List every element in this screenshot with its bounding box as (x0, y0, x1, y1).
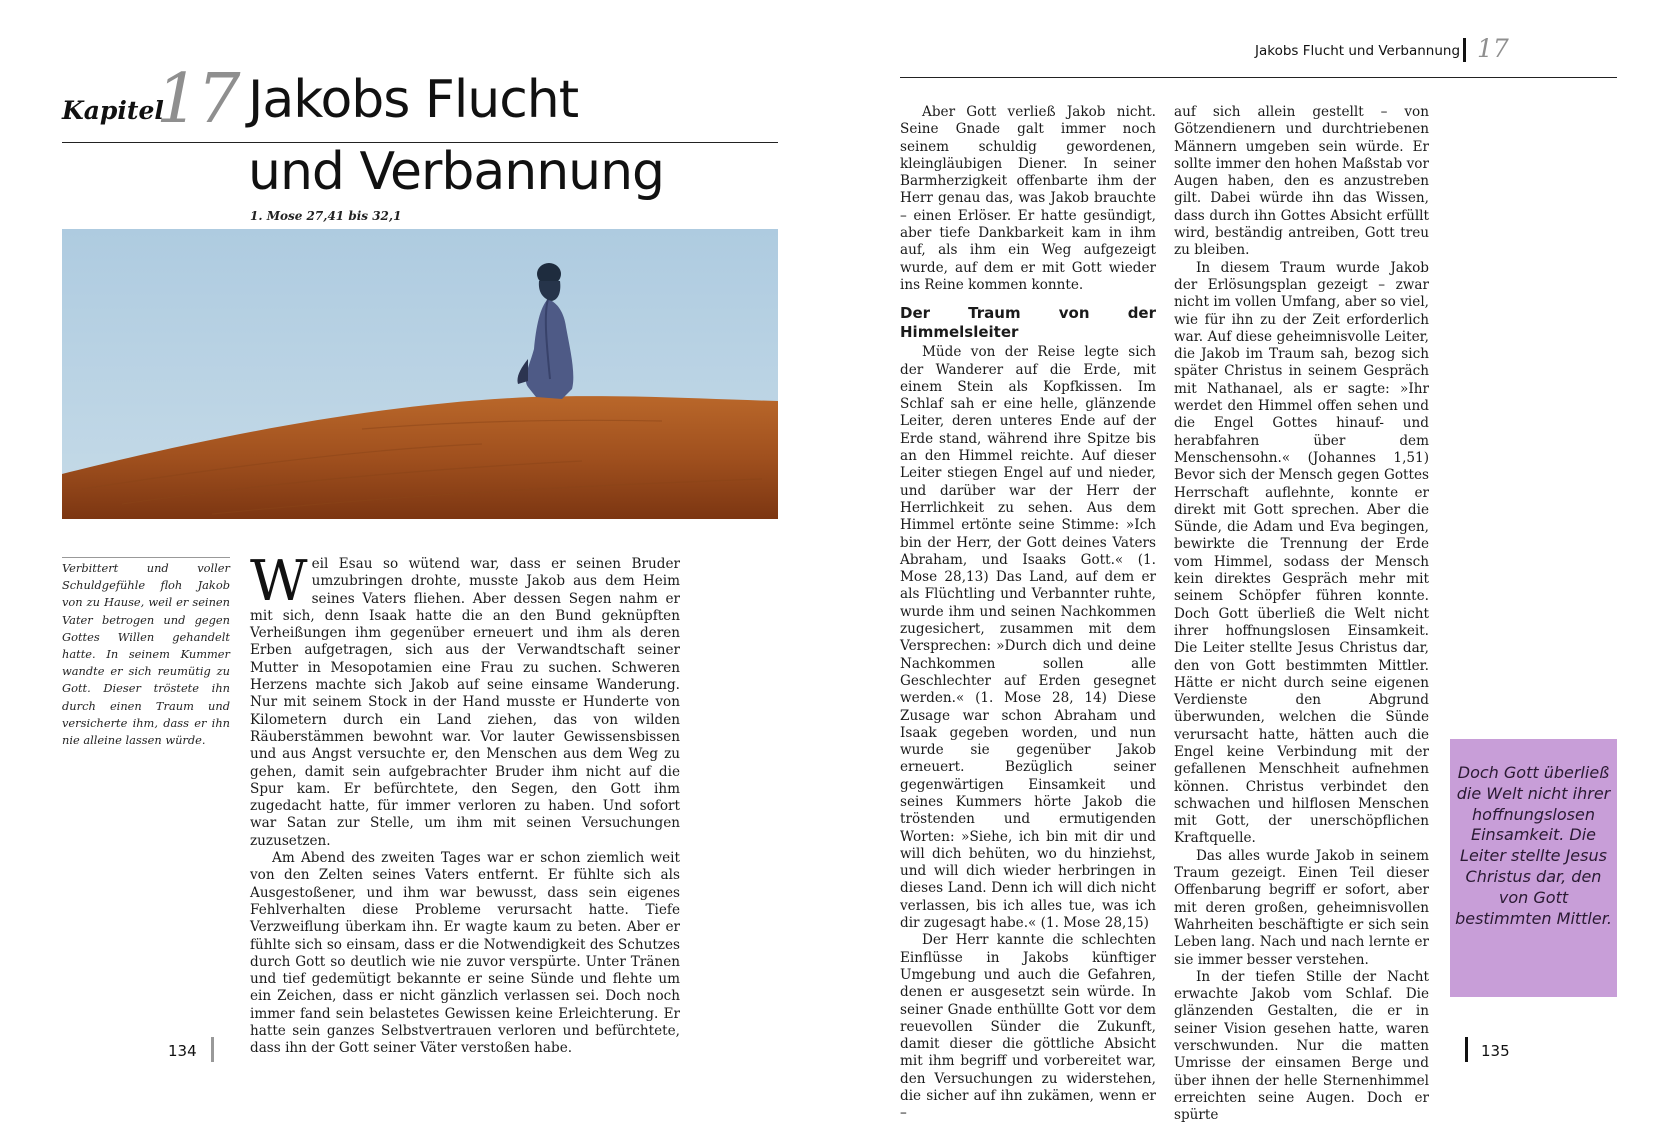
header-rule (900, 77, 1617, 78)
page-number-right: 135 (1481, 1042, 1510, 1060)
caption-rule (62, 557, 230, 558)
page-number-left: 134 (168, 1042, 197, 1060)
paragraph: Der Herr kannte die schlechten Einflüsse in Jakobs künftiger Umgebung und auch die Gefahren, denen er ausgesetzt sein würde. In seiner Gnade enthüllte Gott vor dem reuevollen Sünder die Zukunft, damit dieser die göttliche Absicht mit ihm begriff und vorbereitet war, den Versuchungen zu widerstehen, die sicher auf ihn zukämen, wenn er – (900, 932, 1156, 1122)
paragraph: In der tiefen Stille der Nacht erwachte Jakob vom Schlaf. Die glänzenden Gestalten, die er in seiner Vision gesehen hatte, waren verschwunden. Nur die matten Umrisse der einsamen Berge und über ihnen der helle Sternenhimmel erreichten seine Augen. Doch er spürte (1174, 968, 1429, 1124)
desert-dune-photo (62, 229, 778, 519)
page-number-bar-left (211, 1037, 214, 1062)
drop-cap: W (250, 549, 308, 614)
paragraph: auf sich allein gestellt – von Götzendienern und durchtriebenen Männern umgeben sein würde. Er sollte immer den hohen Maßstab vor Augen haben, den es anzustreben gilt. Dabei würde ihn das Wissen, dass durch ihn Gottes Absicht erfüllt wird, beständig antreiben, Gott treu zu bleiben. (1174, 104, 1429, 259)
paragraph: Müde von der Reise legte sich der Wanderer auf die Erde, mit einem Stein als Kopfkissen. Im Schlaf sah er eine helle, glänzende Leiter, deren unteres Ende auf der Erde stand, während ihre Spitze bis an den Himmel reichte. Auf dieser Leiter stiegen Engel auf und nieder, und darüber war der Herr der Herrlichkeit zu sehen. Aus dem Himmel ertönte seine Stimme: »Ich bin der Herr, der Gott deines Vaters Abraham, und Isaaks Gott.« (1. Mose 28,13) Das Land, auf dem er als Flüchtling und Verbannter ruhte, wurde ihm und seinen Nachkommen zugesichert, zusammen mit dem Versprechen: »Durch dich und deine Nachkommen sollen alle Geschlechter auf Erden gesegnet werden.« (1. Mose 28, 14) Diese Zusage war schon Abraham und Isaak gegeben worden, und nun wurde sie gegenüber Jakob erneuert. Bezüglich seiner gegenwärtigen Einsamkeit und seines Kummers hörte Jakob die tröstenden und ermutigenden Worten: »Siehe, ich bin mit dir und will dich behüten, wo du hinziehst, und will dich wieder herbringen in dieses Land. Denn ich will dich nicht verlassen, bis ich alles tue, was ich dir zugesagt habe.« (1. Mose 28,15) (900, 344, 1156, 932)
chapter-title-line2: und Verbannung (248, 142, 665, 202)
running-header-bar (1463, 38, 1466, 62)
running-header: Jakobs Flucht und Verbannung (1255, 43, 1461, 59)
paragraph-2: Am Abend des zweiten Tages war er schon ziemlich weit von den Zelten seines Vaters entfernt. Er fühlte sich als Ausgestoßener, und ihm war bewusst, dass sein eigenes Fehlverhalten diese Probleme verursacht hatte. Tiefe Verzweiflung überkam ihn. Er wagte kaum zu beten. Aber er fühlte sich so einsam, dass er die Notwendigkeit des Schutzes durch Gott so deutlich wie nie zuvor verspürte. Unter Tränen und tief gedemütigt bekannte er seine Sünde und flehte um ein Zeichen, dass er nicht gänzlich verlassen sei. Doch noch immer fand sein belastetes Gewissen keine Erleichterung. Er hatte sein ganzes Selbstvertrauen verloren und befürchtete, dass ihn der Gott seiner Väter verstoßen habe. (250, 850, 680, 1057)
left-body-column (250, 549, 680, 1058)
pull-quote-text: Doch Gott überließ die Welt nicht ihrer hoffnungslosen Einsamkeit. Die Leiter stellte Jesus Christus dar, den von Gott bestimmten Mittler. (1455, 763, 1612, 928)
paragraph: Aber Gott verließ Jakob nicht. Seine Gnade galt immer noch seinem schuldig gewordenen, kleingläubigen Diener. In seiner Barmherzigkeit offenbarte ihm der Herr genau das, was Jakob brauchte – einen Erlöser. Er hatte gesündigt, aber tiefe Dankbarkeit kam in ihm auf, als ihm ein Weg aufgezeigt wurde, auf dem er mit Gott wieder ins Reine kommen konnte. (900, 104, 1156, 293)
page-number-bar-right (1465, 1037, 1468, 1062)
paragraph: Das alles wurde Jakob in seinem Traum gezeigt. Einen Teil dieser Offenbarung begriff er sofort, aber mit deren großen, geheimnisvollen Wahrheiten beschäftigte er sich sein Leben lang. Nach und nach lernte er sie immer besser verstehen. (1174, 847, 1429, 968)
right-column-1 (900, 104, 1156, 1123)
running-chapter-number: 17 (1477, 34, 1509, 63)
chapter-number: 17 (156, 60, 239, 139)
paragraph-1 (250, 549, 680, 850)
chapter-label: Kapitel (62, 96, 164, 125)
photo-caption: Verbittert und voller Schuldgefühle floh Jakob von zu Hause, weil er seinen Vater betrogen und gegen Gottes Willen gehandelt hatte. In seinem Kummer wandte er sich reumütig zu Gott. Dieser tröstete ihn durch einen Traum und versicherte ihm, dass er ihn nie alleine lassen würde. (62, 561, 230, 748)
section-subheading: Der Traum von der Himmelsleiter (900, 304, 1156, 342)
chapter-title-line1: Jakobs Flucht (248, 70, 579, 130)
paragraph: In diesem Traum wurde Jakob der Erlösungsplan gezeigt – zwar nicht im vollen Umfang, aber so viel, wie für ihn zu der Zeit erforderlich war. Auf diese geheimnisvolle Leiter, die Jakob im Traum sah, bezog sich später Christus in seinem Gespräch mit Nathanael, als er sagte: »Ihr werdet den Himmel offen sehen und die Engel Gottes hinauf- und herabfahren über dem Menschensohn.« (Johannes 1,51) Bevor sich der Mensch gegen Gottes Herrschaft auflehnte, konnte er direkt mit Gott sprechen. Aber die Sünde, die Adam und Eva begingen, bewirkte die Trennung der Erde vom Himmel, sodass der Mensch kein direktes Gespräch mehr mit seinem Schöpfer führen konnte. Doch Gott überließ die Welt nicht ihrer hoffnungslosen Einsamkeit. Die Leiter stellte Jesus Christus dar, den von Gott bestimmten Mittler. Hätte er nicht durch seine eigenen Verdienste den Abgrund überwunden, welchen die Sünde verursacht hatte, hätten auch die Engel keine Verbindung mit der gefallenen Menschheit aufnehmen können. Christus verbindet den schwachen und hilflosen Menschen mit Gott, der unerschöpflichen Kraftquelle. (1174, 259, 1429, 847)
paragraph-1-text: eil Esau so wütend war, dass er seinen Bruder umzubringen drohte, musste Jakob aus dem Heim seines Vaters fliehen. Aber dessen Segen nahm er mit sich, denn Isaak hatte die an den Bund geknüpften Verheißungen ihm gegenüber erneuert und ihm als deren Erben aufgetragen, sich aus der Verwandtschaft seiner Mutter in Mesopotamien eine Frau zu suchen. Schweren Herzens machte sich Jakob auf seine einsame Wanderung. Nur mit seinem Stock in der Hand musste er Hunderte von Kilometern durch ein Land ziehen, das von wilden Räuberstämmen bewohnt war. Vor lauter Gewissensbissen und aus Angst versuchte er, den Menschen aus dem Weg zu gehen, damit sein aufgebrachter Bruder ihm nicht auf die Spur kam. Er befürchtete, den Segen, den Gott ihm zugedacht hatte, für immer verloren zu haben. Und sofort war Satan zur Stelle, um ihm mit seinen Versuchungen zuzusetzen. (250, 556, 680, 849)
bible-reference: 1. Mose 27,41 bis 32,1 (250, 209, 402, 223)
right-column-2 (1174, 104, 1429, 1125)
